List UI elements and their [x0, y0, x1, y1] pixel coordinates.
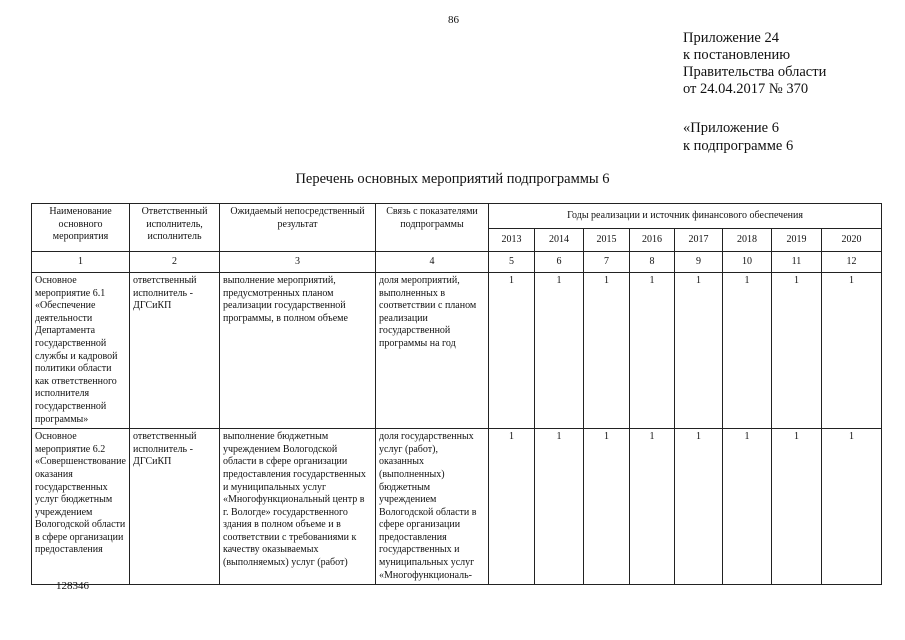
annex2-line: «Приложение 6: [683, 120, 779, 136]
header-result: Ожидаемый непосредственный результат: [220, 204, 376, 252]
column-number: 4: [376, 252, 489, 273]
year-header: 2019: [772, 229, 822, 252]
year-value: 1: [675, 429, 723, 585]
annex-line: к постановлению: [683, 47, 791, 63]
year-header: 2020: [822, 229, 882, 252]
header-executor: Ответственный исполнитель, исполнитель: [130, 204, 220, 252]
column-number: 1: [32, 252, 130, 273]
year-value: 1: [723, 429, 772, 585]
header-name: Наименование основного мероприятия: [32, 204, 130, 252]
year-value: 1: [630, 273, 675, 429]
annex-line: Приложение 24: [683, 30, 779, 46]
activity-name: Основное мероприятие 6.2 «Совершенствование оказания государственных услуг бюджетным учреждением Вологодской области в сфере организации предоставления: [32, 429, 130, 585]
column-number: 11: [772, 252, 822, 273]
year-value: 1: [584, 273, 630, 429]
annex-subheader: [683, 119, 793, 155]
year-value: 1: [772, 429, 822, 585]
column-number: 7: [584, 252, 630, 273]
column-number: 3: [220, 252, 376, 273]
column-number: 5: [489, 252, 535, 273]
column-number: 8: [630, 252, 675, 273]
year-value: 1: [584, 429, 630, 585]
year-value: 1: [772, 273, 822, 429]
header-link: Связь с показателями подпрограммы: [376, 204, 489, 252]
activities-table: [31, 203, 882, 585]
year-header: 2017: [675, 229, 723, 252]
year-header: 2016: [630, 229, 675, 252]
year-value: 1: [630, 429, 675, 585]
year-value: 1: [822, 429, 882, 585]
year-value: 1: [535, 273, 584, 429]
activity-link: доля мероприятий, выполненных в соответствии с планом реализации государственной программы на год: [376, 273, 489, 429]
column-number: 9: [675, 252, 723, 273]
column-number: 6: [535, 252, 584, 273]
year-header: 2015: [584, 229, 630, 252]
year-header: 2013: [489, 229, 535, 252]
activity-result: выполнение мероприятий, предусмотренных планом реализации государственной программы, в полном объеме: [220, 273, 376, 429]
year-value: 1: [489, 429, 535, 585]
activity-result: выполнение бюджетным учреждением Вологодской области в сфере организации предоставления государственных и муниципальных услуг «Многофункциональный центр в г. Вологде» государственного здания в полном объеме и в соответствии с требованиями к качеству оказываемых (выполняемых) услуг (работ): [220, 429, 376, 585]
column-number-row: [32, 252, 882, 273]
year-value: 1: [723, 273, 772, 429]
activity-executor: ответственный исполнитель - ДГСиКП: [130, 429, 220, 585]
activity-name: Основное мероприятие 6.1 «Обеспечение деятельности Департамента государственной службы и кадровой политики области как ответственного исполнителя государственной программы»: [32, 273, 130, 429]
annex-line: от 24.04.2017 № 370: [683, 81, 809, 97]
table-row: [32, 429, 882, 585]
table-row: [32, 273, 882, 429]
year-header: 2014: [535, 229, 584, 252]
activity-link: доля государственных услуг (работ), оказанных (выполненных) бюджетным учреждением Вологодской области в сфере организации предоставления государственных и муниципальных услуг «Многофункциональ-: [376, 429, 489, 585]
annex-header: [683, 30, 826, 98]
annex-line: Правительства области: [683, 64, 827, 80]
year-header: 2018: [723, 229, 772, 252]
column-number: 12: [822, 252, 882, 273]
annex2-line: к подпрограмме 6: [683, 138, 794, 154]
year-value: 1: [675, 273, 723, 429]
document-code: 128346: [56, 580, 89, 592]
page-number: 86: [448, 14, 459, 26]
column-number: 10: [723, 252, 772, 273]
year-value: 1: [822, 273, 882, 429]
document-title: Перечень основных мероприятий подпрограммы 6: [295, 171, 610, 187]
header-years-group: Годы реализации и источник финансового обеспечения: [489, 204, 882, 229]
year-value: 1: [535, 429, 584, 585]
header-row: [32, 204, 882, 229]
year-value: 1: [489, 273, 535, 429]
column-number: 2: [130, 252, 220, 273]
activity-executor: ответственный исполнитель - ДГСиКП: [130, 273, 220, 429]
